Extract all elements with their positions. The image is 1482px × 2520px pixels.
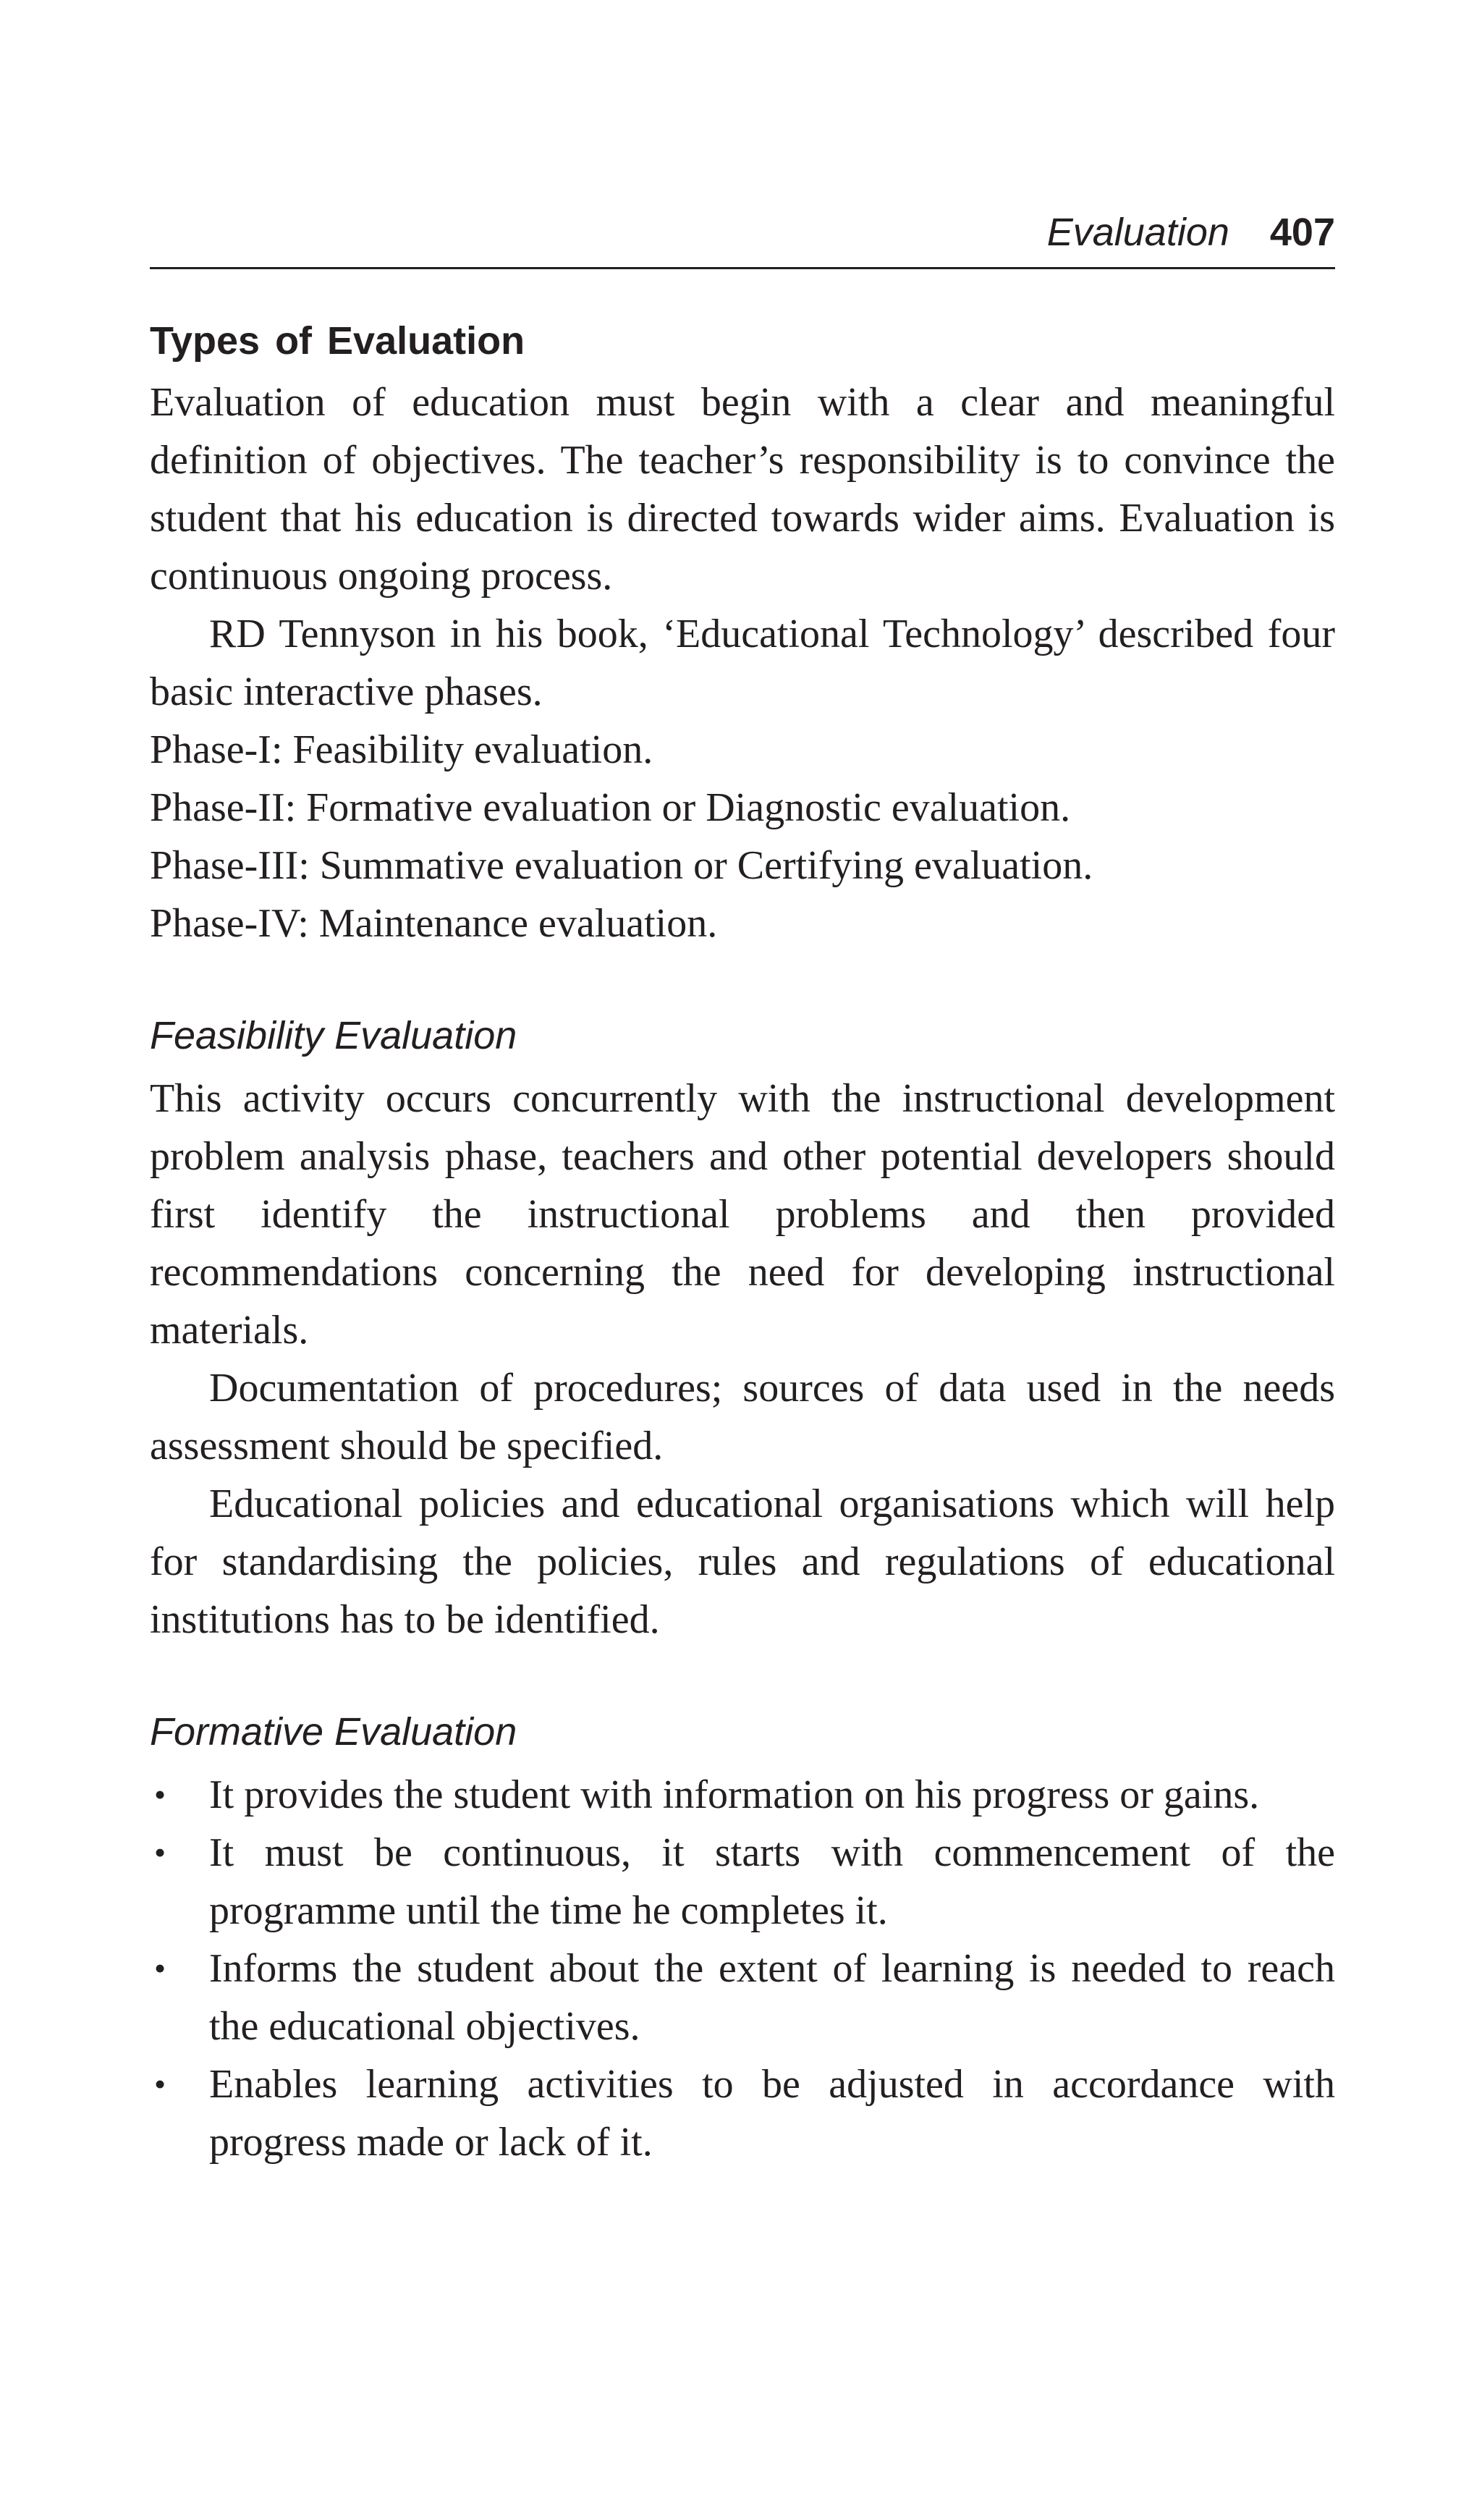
- phase-line: Phase-IV: Maintenance evaluation.: [150, 901, 718, 946]
- subsection-heading: Feasibility Evaluation: [150, 1014, 517, 1057]
- list-item-text: Informs the student about the extent of learning is needed to reach the educational objectives.: [209, 1946, 1335, 2049]
- phase-line: Phase-II: Formative evaluation or Diagnostic evaluation.: [150, 785, 1071, 830]
- section-formative-evaluation: [150, 1709, 1335, 2171]
- phase-line: Phase-I: Feasibility evaluation.: [150, 727, 653, 772]
- paragraph: Documentation of procedures; sources of data used in the needs assessment should be specified.: [150, 1366, 1335, 1468]
- running-head: [150, 210, 1335, 269]
- list-item: [150, 1824, 1335, 1940]
- bullet-icon: •: [154, 1950, 166, 1987]
- list-item-text: Enables learning activities to be adjusted in accordance with progress made or lack of it.: [209, 2062, 1335, 2165]
- list-item: [150, 1940, 1335, 2055]
- bullet-icon: •: [154, 1834, 166, 1871]
- phase-line: Phase-III: Summative evaluation or Certifying evaluation.: [150, 843, 1093, 888]
- page-number: 407: [1269, 211, 1335, 254]
- list-item-text: It provides the student with information on his progress or gains.: [209, 1772, 1260, 1817]
- bullet-icon: •: [154, 1776, 166, 1813]
- paragraph: RD Tennyson in his book, ‘Educational Technology’ described four basic interactive phases.: [150, 612, 1335, 714]
- book-page: [150, 210, 1335, 2171]
- bullet-icon: •: [154, 2066, 166, 2102]
- subsection-heading: Formative Evaluation: [150, 1710, 517, 1754]
- list-item: [150, 1766, 1335, 1824]
- paragraph: Educational policies and educational organisations which will help for standardising the policies, rules and regulations of educational institutions has to be identified.: [150, 1481, 1335, 1642]
- paragraph: This activity occurs concurrently with the instructional development problem analysis phase, teachers and other potential developers should first identify the instructional problems and then provided recommendations concerning the need for developing instructional materials.: [150, 1076, 1335, 1353]
- paragraph: Evaluation of education must begin with a clear and meaningful definition of objectives. The teacher’s responsibility is to convince the student that his education is directed towards wider aims. Evaluation is continuous ongoing process.: [150, 380, 1335, 599]
- section-heading: Types of Evaluation: [150, 319, 525, 363]
- section-feasibility-evaluation: [150, 1013, 1335, 1649]
- section-types-of-evaluation: [150, 318, 1335, 952]
- running-head-title: Evaluation: [1046, 211, 1229, 254]
- list-item-text: It must be continuous, it starts with commencement of the programme until the time he completes it.: [209, 1830, 1335, 1933]
- list-item: [150, 2055, 1335, 2171]
- bullet-list: [150, 1766, 1335, 2171]
